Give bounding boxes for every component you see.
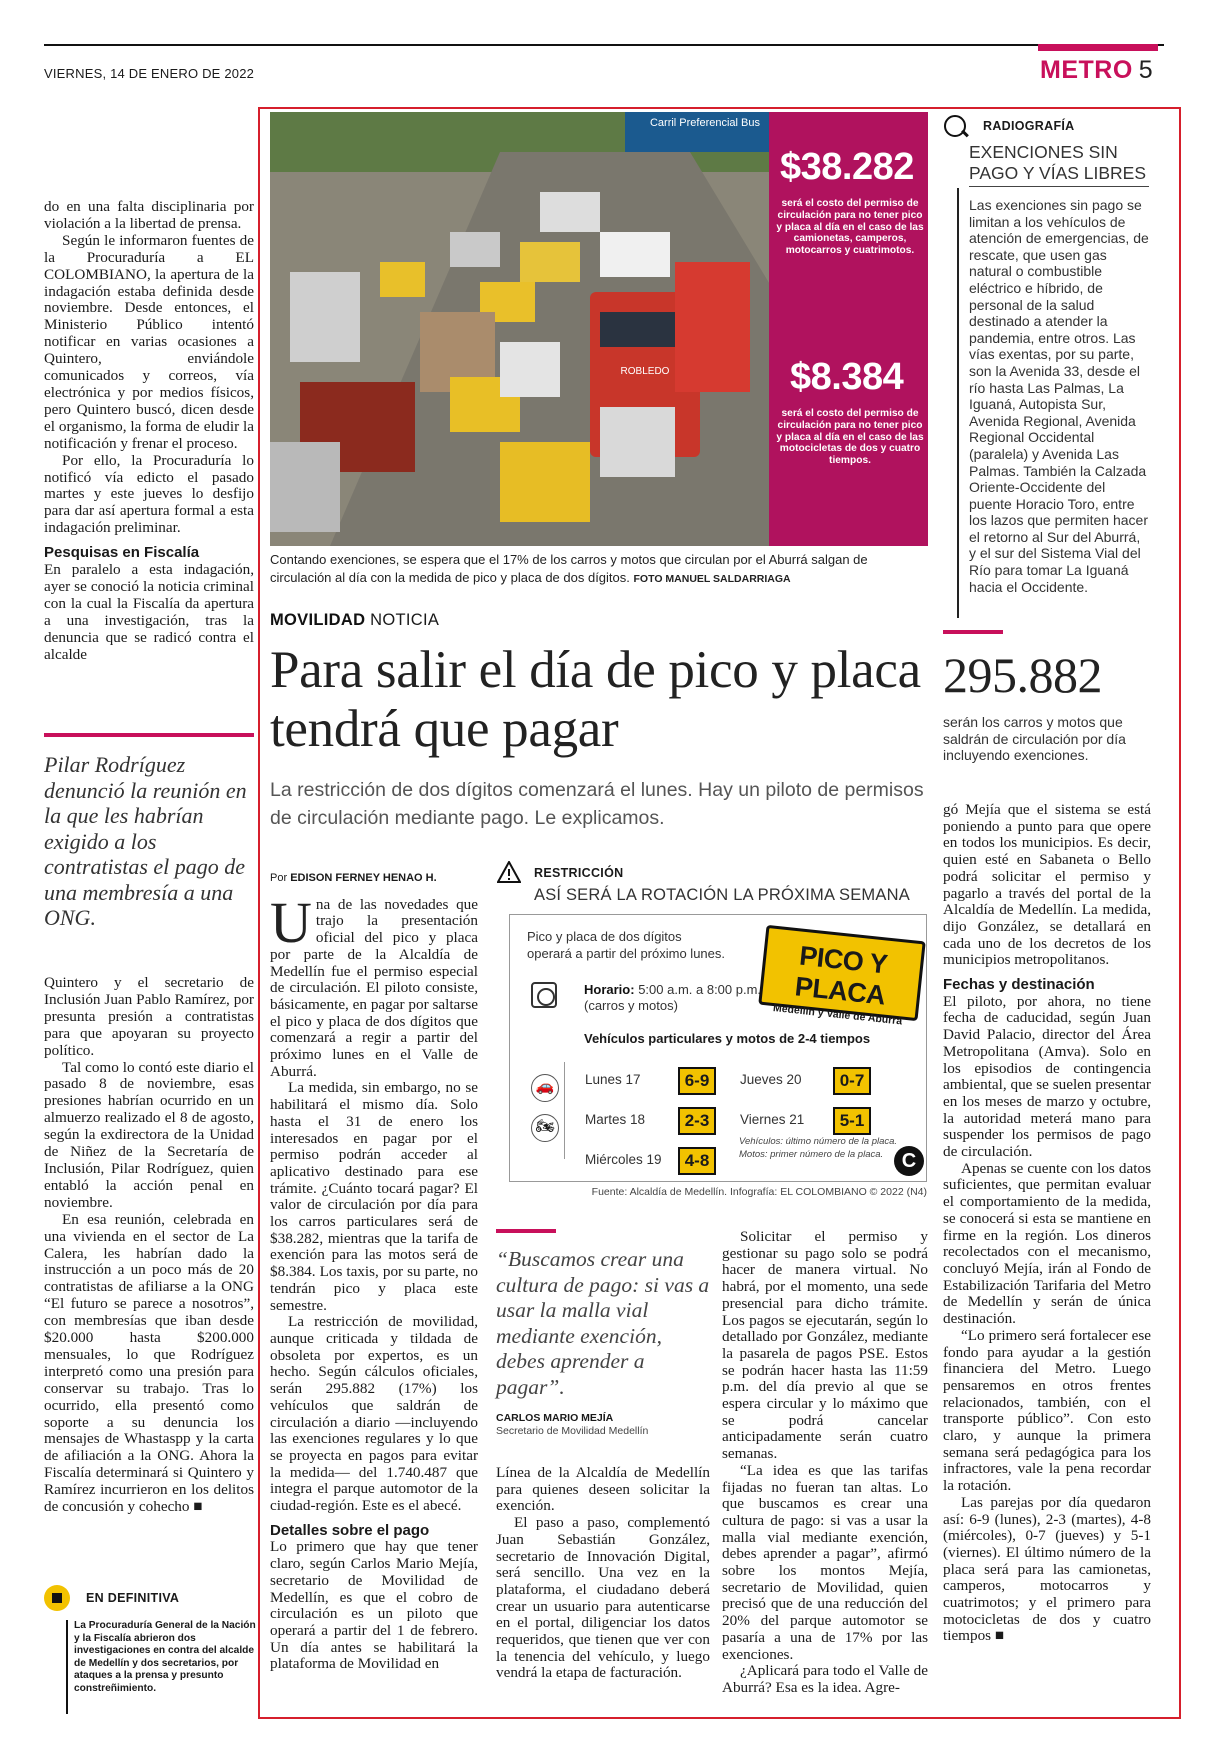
vehicle-icons — [525, 1062, 565, 1159]
photo-caption — [270, 551, 930, 588]
article-paragraph: “Lo primero será fortalecer ese fondo para ayudar a la gestión financiera del Metro. Luego pensaremos en otros frentes relacionados, también, con el transporte público”. Con esto claro, y aunque la primera semana será pedagógica para los infractores, vale la pena recordar la rotación. — [943, 1326, 1151, 1495]
intro-line: Pico y placa de dos dígitos — [527, 929, 682, 944]
quote-rule — [496, 1229, 556, 1233]
article-paragraph: El piloto, por ahora, no tiene fecha de caducidad, según Juan David Palacio, director del Área Metropolitana (Amva). Solo en los episodios de contingencia ambiental, que se suelen presentar en los meses de marzo y octubre, la autoridad meterá mano para suspender los permisos de pago de circulación. — [943, 992, 1151, 1161]
article-column-2 — [496, 1465, 710, 1682]
clock-icon — [531, 982, 557, 1008]
article-subhead: Detalles sobre el pago — [270, 1521, 430, 1539]
section-name: METRO — [1040, 56, 1133, 84]
price-cars-text: será el costo del permiso de circulación para no tener pico y placa al día en el caso de las camionetas, camperos, motocarros y cuatrimotos. — [776, 198, 924, 257]
article-paragraph: La medida, sin embargo, no se habilitará el mismo día. Solo hasta el 31 de enero los interesados en pagar por el permiso podrán acceder al aplicativo destinado para ese trámite. ¿Cuánto tocará pagar? El valor de circulación por día para los carros particulares será de $38.282, mientras que la tarifa de exención para las motos será de $8.384. Los taxis, por su parte, no tendrán pico y placa este semestre. — [270, 1079, 478, 1314]
header-rule — [44, 44, 1164, 46]
schedule-label: Horario: — [584, 982, 635, 997]
section-title — [1040, 56, 1153, 85]
digits-badge: 0-7 — [833, 1067, 871, 1095]
article-paragraph: Las parejas por día quedaron así: 6-9 (lunes), 2-3 (martes), 4-8 (miércoles), 0-7 (jueves) y 5-1 (viernes). El último número de la placa será para las camionetas, camperos, motocarros y cuatrimotos; y el primero para motocicletas de dos y cuatro tiempos ■ — [943, 1493, 1151, 1645]
big-number-text: serán los carros y motos que saldrán de circulación por día incluyendo exenciones. — [943, 714, 1126, 764]
headline: Para salir el día de pico y placa tendrá que pagar — [270, 641, 921, 758]
note-motos: Motos: primer número de la placa. — [739, 1148, 884, 1160]
schedule-value: 5:00 a.m. a 8:00 p.m. — [638, 982, 762, 997]
article-paragraph: Línea de la Alcaldía de Medellín para quienes deseen solicitar la exención. — [496, 1464, 710, 1515]
infographic-intro — [527, 928, 725, 962]
byline-prefix: Por — [270, 872, 288, 884]
digits-badge: 5-1 — [833, 1107, 871, 1135]
magnifier-icon — [944, 115, 966, 137]
left-paragraph: Quintero y el secretario de Inclusión Juan Pablo Ramírez, por presunta presión a contratistas para que apoyaran su proyecto político. — [44, 974, 254, 1059]
pico-y-placa-sign — [758, 925, 925, 1028]
section-accent-bar — [1038, 44, 1158, 51]
infographic-subtitle: ASÍ SERÁ LA ROTACIÓN LA PRÓXIMA SEMANA — [534, 886, 910, 904]
left-column-text-continued — [44, 975, 254, 1516]
radiografia-subtitle: EXENCIONES SIN PAGO Y VÍAS LIBRES — [969, 142, 1149, 187]
checkered-icon — [44, 1585, 70, 1611]
page-number: 5 — [1138, 56, 1154, 84]
article-paragraph: La restricción de movilidad, aunque criticada y tildada de obsoleta por expertos, es un hecho. Según cálculos oficiales, serán 295.882 (17%) los vehículos que saldrán de circulación a diario —incluyendo las exenciones regulares y lo que se proyecta en pagos para evitar la medida— del 1.740.487 que integra el parque automotor de la ciudad-región. Este es el abecé. — [270, 1313, 478, 1515]
bus-lane-sign: Carril Preferencial Bus — [649, 117, 761, 129]
sign-main-text: PICO Y PLACA — [793, 940, 889, 1011]
edition-date: VIERNES, 14 DE ENERO DE 2022 — [44, 66, 255, 81]
radiografia-title: RADIOGRAFÍA — [983, 119, 1075, 133]
left-paragraph: Según le informaron fuentes de la Procuraduría a EL COLOMBIANO, la apertura de la indagación estaba definida desde noviembre. Desde entonces, el Ministerio Público intentó notificar en varias ocasiones a Quintero, enviándole comunicados y correos, vía electrónica y por medios físicos, pero Quintero buscó, dicen desde el organismo, la forma de eludir la notificación y frenar el proceso. — [44, 231, 254, 452]
day-label: Jueves 20 — [740, 1072, 802, 1087]
schedule — [584, 982, 761, 1014]
digits-badge: 2-3 — [678, 1107, 716, 1135]
article-paragraph: El paso a paso, complementó Juan Sebastián González, secretario de Innovación Digital, será sencillo. Una vez en la plataforma, el ciudadano deberá crear un usuario para autenticarse en el portal, diligenciar los datos requeridos, que tienen que ver con la tenencia del vehículo, y luego vendrá la etapa de facturación. — [496, 1514, 710, 1682]
digits-badge: 4-8 — [678, 1147, 716, 1175]
infographic-source: Fuente: Alcaldía de Medellín. Infografía: EL COLOMBIANO © 2022 (N4) — [591, 1186, 927, 1198]
lead-text: na de las novedades que trajo la presentación oficial del pico y placa por parte de la Alcaldía de Medellín fue el permiso especial de circulación. El piloto consiste, básicamente, en pagar por saltarse el pico y placa de dos dígitos que comenzará a regir a partir del próximo lunes en el Valle de Aburrá. — [270, 895, 478, 1080]
radiografia-rule — [957, 188, 959, 618]
vehicles-title: Vehículos particulares y motos de 2-4 tiempos — [584, 1031, 871, 1046]
article-subhead: Fechas y destinación — [943, 976, 1095, 994]
left-paragraph: do en una falta disciplinaria por violación a la libertad de prensa. — [44, 198, 254, 232]
radiografia-text: Las exenciones sin pago se limitan a los vehículos de atención de emergencias, de rescate, que usen gas natural o combustible eléctrico e híbrido, de personal de la salud destinado a atender la pandemia, entre otros. Las vías exentas, por su parte, son la Avenida 33, desde el río hasta Las Palmas, La Iguaná, Autopista Sur, Avenida Regional, Avenida Regional Occidental (paralela) y Avenida Las Palmas. También la Calzada Oriente-Occidente del puente Horacio Toro, entre los lazos que permiten hacer el retorno al Sur del Aburrá, y el sur del Sistema Vial del Río para tomar La Iguaná hacia el Occidente. — [969, 197, 1149, 595]
kicker — [270, 611, 439, 630]
quote-author: CARLOS MARIO MEJÍA — [496, 1412, 614, 1424]
pullquote-rule — [44, 733, 254, 737]
kicker-type: NOTICIA — [370, 611, 440, 629]
price-motos-text: será el costo del permiso de circulación para no tener pico y placa al día en el caso de las motocicletas de dos y cuatro tiempos. — [776, 408, 924, 467]
deck: La restricción de dos dígitos comenzará el lunes. Hay un piloto de permisos de circulación mediante pago. Le explicamos. — [270, 779, 924, 829]
article-paragraph: Apenas se cuente con los datos suficientes, que permitan evaluar el comportamiento de la medida, se conocerá si esta se mantiene en firme en la región. Los dineros recolectados con el mecanismo, concluyó Mejía, irán al Fondo de Estabilización Tarifaria del Metro de Medellín y serán de única destinación. — [943, 1159, 1151, 1328]
kicker-section: MOVILIDAD — [270, 611, 366, 629]
lead-paragraph — [270, 889, 478, 1081]
sign-sub-text: Medellín y Valle de Aburrá — [772, 1002, 903, 1028]
el-colombiano-logo: C — [894, 1146, 924, 1176]
article-column-3 — [722, 1229, 928, 1697]
left-paragraph: Por ello, la Procuraduría lo notificó vía edicto el pasado martes y este jueves lo desfijo para dar así apertura formal a esta indagación preliminar. — [44, 451, 254, 537]
article-paragraph: ¿Aplicará para todo el Valle de Aburrá? Esa es la idea. Agre- — [722, 1662, 928, 1696]
left-paragraph: En esa reunión, celebrada en una vivienda en el sector de La Calera, les habrían dado la instrucción a un poco más de 20 contratistas de afiliarse a la ONG “El futuro se parece a nosotros”, con membresías que iban desde $20.000 hasta $200.000 mensuales, lo que Rodríguez interpretó como una presión para conservar su trabajo. Tras lo ocurrido, ella presentó como soporte a su denuncia los mensajes de Whastaspp y la carta de afiliación a la ONG. Ahora la Fiscalía determinará si Quintero y Ramírez incurrieron en los delitos de concusión y cohecho ■ — [44, 1210, 254, 1516]
price-motos: $8.384 — [790, 356, 904, 398]
plate-note — [739, 1136, 897, 1161]
day-label: Martes 18 — [585, 1112, 646, 1127]
left-column-text — [44, 199, 254, 663]
dropcap: U — [270, 889, 312, 955]
bignum-rule — [943, 630, 1003, 634]
photo-credit: FOTO MANUEL SALDARRIAGA — [633, 572, 791, 585]
price-cars: $38.282 — [780, 146, 914, 188]
caption-text: Contando exenciones, se espera que el 17% de los carros y motos que circulan por el Aburrá salgan de circulación al día con la medida de pico y placa de dos dígitos. — [270, 552, 868, 585]
article-column-1 — [270, 870, 478, 1673]
en-definitiva-text: La Procuraduría General de la Nación y la Fiscalía abrieron dos investigaciones en contra del alcalde de Medellín y dos secretarios, por ataques a la prensa y presunto constreñimiento. — [66, 1620, 256, 1714]
motorcycle-icon: 🏍 — [531, 1114, 559, 1142]
quote-author-role: Secretario de Movilidad Medellín — [496, 1425, 649, 1437]
article-column-4 — [943, 802, 1151, 1645]
left-paragraph: Tal como lo contó este diario el pasado 8 de noviembre, esas presiones habrían ocurrido en un almuerzo realizado el 8 de agosto, según la exdirectora de la Unidad de Niñez de la Secretaría de Inclusión, Pilar Rodríguez, quien entabló la acción penal en noviembre. — [44, 1058, 254, 1211]
left-paragraph: En paralelo a esta indagación, ayer se conoció la noticia criminal con la cual la Fiscalía da apertura a una investigación, tras la denuncia que se radicó contra el alcalde — [44, 561, 254, 663]
article-paragraph: gó Mejía que el sistema se está poniendo a punto para que opere en todos los municipios. Es decir, quien esté en Sabaneta o Bello podrá solicitar el permiso y pagarlo a través del portal de la Alcaldía de Medellín. La medida, dijo González, se detallará en cada uno de los decretos de los municipios metropolitanos. — [943, 801, 1151, 969]
article-paragraph: Lo primero que hay que tener claro, según Carlos Mario Mejía, secretario de Movilidad de Medellín, es que el cobro de circulación es un piloto que operará a partir del 1 de febrero. Un día antes se habilitará la plataforma de Movilidad en — [270, 1538, 478, 1673]
car-icon: 🚗 — [531, 1074, 559, 1102]
pull-quote: “Buscamos crear una cultura de pago: si vas a usar la malla vial mediante exención, debes aprender a pagar”. — [496, 1247, 710, 1399]
byline — [270, 870, 478, 887]
schedule-note: (carros y motos) — [584, 998, 678, 1013]
digits-badge: 6-9 — [678, 1067, 716, 1095]
note-vehicles: Vehículos: último número de la placa. — [739, 1136, 898, 1147]
big-number: 295.882 — [943, 647, 1102, 703]
left-subhead: Pesquisas en Fiscalía — [44, 544, 200, 562]
infographic-title: RESTRICCIÓN — [534, 866, 624, 880]
en-definitiva-title: EN DEFINITIVA — [86, 1591, 180, 1605]
article-paragraph: Solicitar el permiso y gestionar su pago solo se podrá hacer de manera virtual. No habrá, por el momento, una sede presencial para dicho trámite. Los pagos se ejecutarán, según lo detallado por González, mediante la pasarela de pagos PSE. Estos se podrán hacer hasta las 11:59 p.m. del día previo al que se espera circular y lo máximo que se podrá cancelar anticipadamente serán cuatro semanas. — [722, 1228, 928, 1463]
article-paragraph: “La idea es que las tarifas fijadas no fueran tan altas. Lo que buscamos es crear una cultura de pago: si vas a usar la malla vial mediante exención, debes aprender a pagar”, afirmó sobre los montos Mejía, secretario de Movilidad, quien precisó que de una reducción del 20% del parque automotor se pasaría a una de 17% por las exenciones. — [722, 1461, 928, 1663]
bus-route-label: ROBLEDO — [620, 366, 670, 377]
byline-name: EDISON FERNEY HENAO H. — [290, 872, 437, 884]
day-label: Lunes 17 — [585, 1072, 641, 1087]
intro-line: operará a partir del próximo lunes. — [527, 946, 725, 961]
warning-icon — [497, 861, 521, 883]
day-label: Viernes 21 — [740, 1112, 805, 1127]
left-pullquote: Pilar Rodríguez denunció la reunión en la que les habrían exigido a los contratistas el pago de una membresía a una ONG. — [44, 752, 247, 930]
day-label: Miércoles 19 — [585, 1152, 662, 1167]
